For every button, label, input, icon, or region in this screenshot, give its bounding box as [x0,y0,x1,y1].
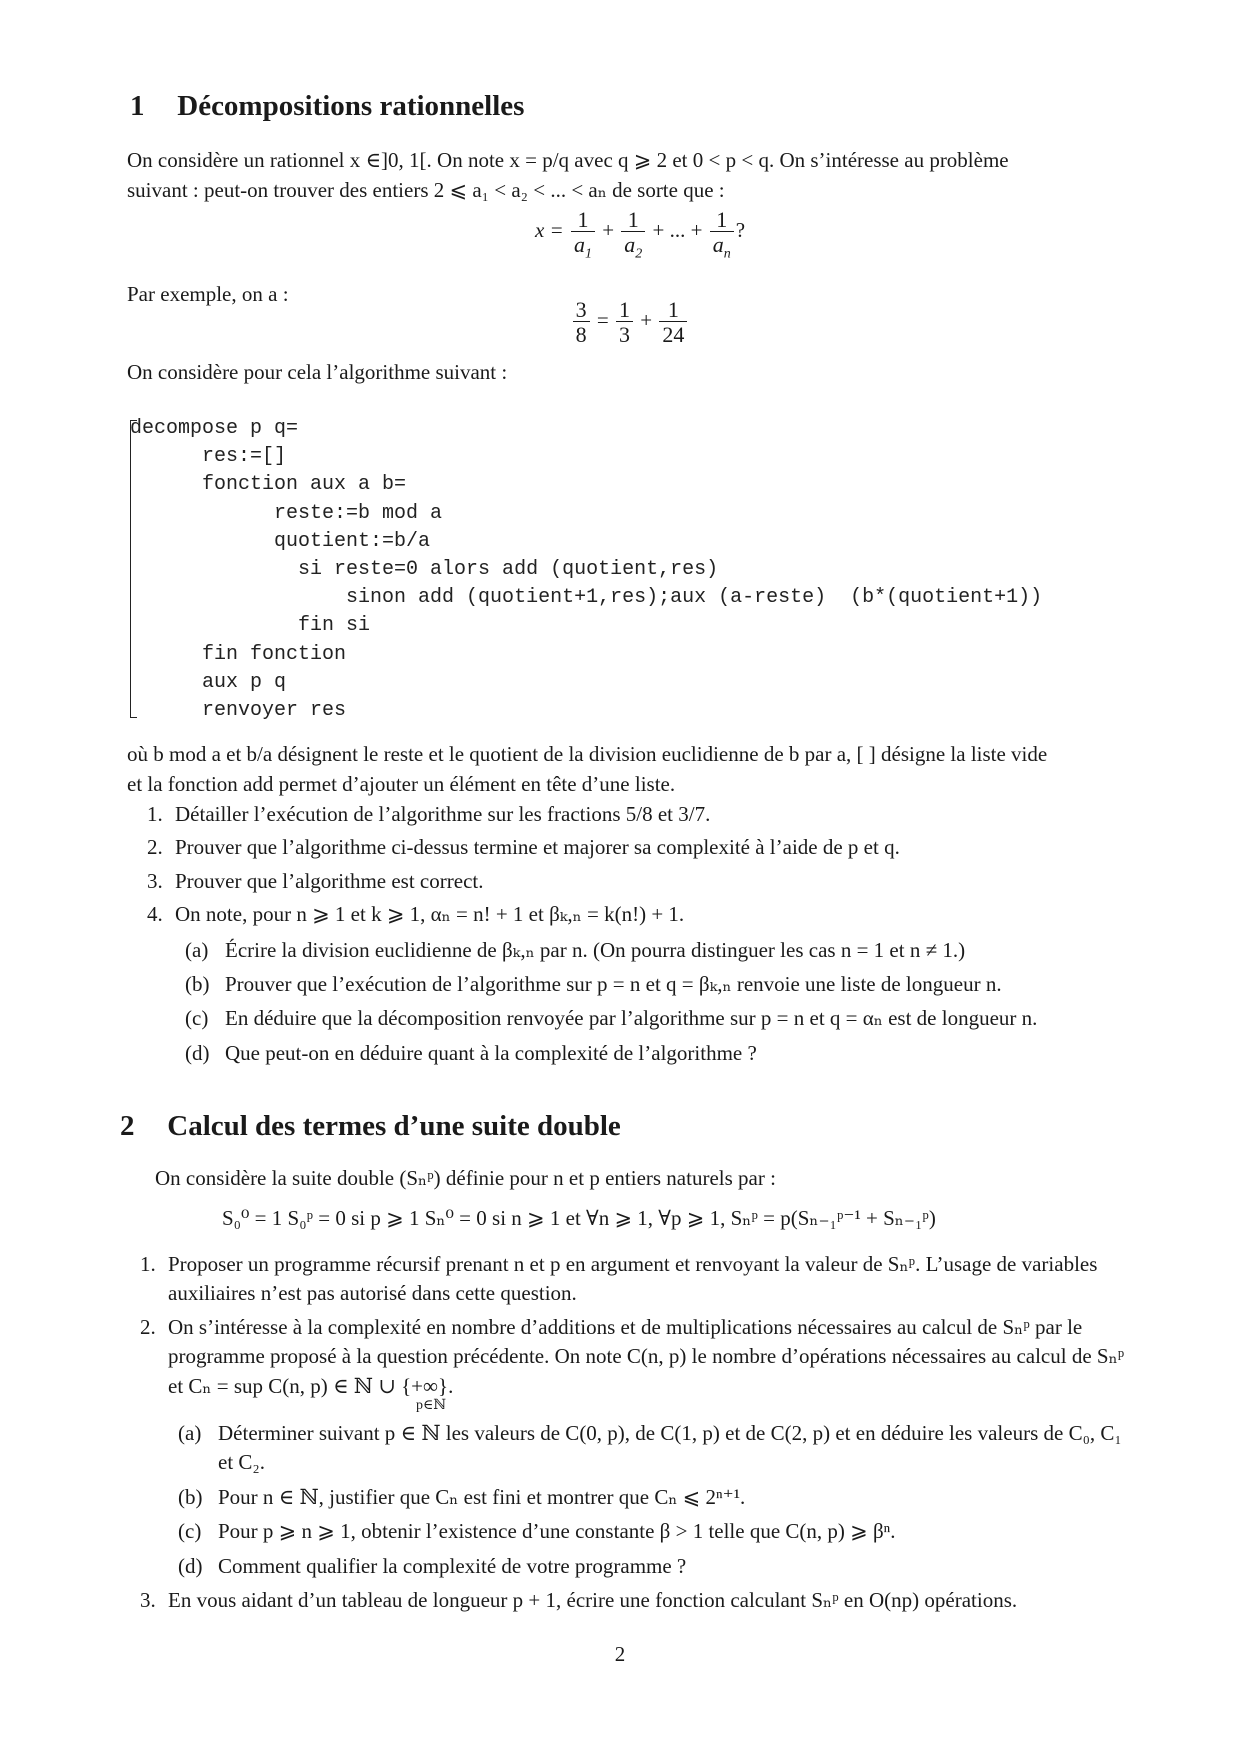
section-2-intro: On considère la suite double (Sₙᵖ) définie pour n et p entiers naturels par : [155,1166,776,1190]
intro-line-1: On considère un rationnel x ∈]0, 1[. On note x = p/q avec q ⩾ 2 et 0 < p < q. On s’intéresse au problème [127,148,1009,172]
example-label: Par exemple, on a : [127,282,289,306]
question-3: 3. Prouver que l’algorithme est correct. [147,868,484,893]
question-4: 4. On note, pour n ⩾ 1 et k ⩾ 1, αₙ = n! + 1 et βₖ,ₙ = k(n!) + 1. (a) Écrire la division euclidienne de βₖ,ₙ par n. (On pourra distinguer les cas n = 1 et n ≠ 1.) (b) Prouver que l’exécution de l’algorithme sur p = n et q = βₖ,ₙ renvoie une liste de longueur n. (c) En déduire que la décomposition renvoyée par l’algorithme sur p = n et q = αₙ est de longueur n. (d) Que peut-on en déduire quant à la complexité de l’algorithme ? [127,900,1127,1068]
code-line: aux p q [130,670,287,694]
formula-lhs: x = [534,217,564,242]
subquestion-4a: (a) Écrire la division euclidienne de βₖ,ₙ par n. (On pourra distinguer les cas n = 1 et n ≠ 1.) [185,937,966,962]
sequence-definition: S₀⁰ = 1 S₀ᵖ = 0 si p ⩾ 1 Sₙ⁰ = 0 si n ⩾ 1 et ∀n ⩾ 1, ∀p ⩾ 1, Sₙᵖ = p(Sₙ₋₁ᵖ⁻¹ + Sₙ₋₁ᵖ) [222,1206,936,1230]
after-code-line-2: et la fonction add permet d’ajouter un élément en tête d’une liste. [127,772,676,796]
code-line: decompose p q= [130,417,299,440]
code-line: quotient:=b/a [130,529,431,553]
subquestion-4d: (d) Que peut-on en déduire quant à la complexité de l’algorithme ? [185,1040,757,1065]
code-line: fonction aux a b= [130,473,407,497]
question-2: 2. Prouver que l’algorithme ci-dessus termine et majorer sa complexité à l’aide de p et q. [147,835,900,860]
code-line: renvoyer res [130,699,347,723]
code-line: reste:=b mod a [130,501,443,525]
code-line: fin si [130,614,371,638]
s2-question-1: 1. Proposer un programme récursif prenant n et p en argument et renvoyant la valeur de Sₙᵖ. L’usage de variables auxiliaires n’est pas autorisé dans cette question. [140,1252,1098,1306]
section-2-questions [120,1250,1130,1619]
code-line: si reste=0 alors add (quotient,res) [130,558,719,582]
egyptian-fraction-formula: x = $\frac{1}{a_1}$ + $\frac{1}{a_2}$ + ... + $\frac{1}{a_n}$ ? [534,207,746,262]
after-code-line-1: où b mod a et b/a désignent le reste et le quotient de la division euclidienne de b par a, [ ] désigne la liste vide [127,742,1048,766]
s2-question-2-subquestions [168,1419,1130,1581]
algo-intro: On considère pour cela l’algorithme suivant : [127,360,508,384]
subquestion-4b: (b) Prouver que l’exécution de l’algorithme sur p = n et q = βₖ,ₙ renvoie une liste de longueur n. [185,971,1002,996]
section-1-questions [127,800,1127,1073]
s2-subquestion-2d: (d) Comment qualifier la complexité de votre programme ? [178,1553,687,1578]
pseudocode-block [130,415,1042,725]
s2-subquestion-2c: (c) Pour p ⩾ n ⩾ 1, obtenir l’existence d’une constante β > 1 telle que C(n, p) ⩾ βⁿ. [178,1519,896,1544]
section-1-number: 1 [130,90,145,122]
formula-question-mark: ? [735,217,746,242]
s2-question-3: 3. En vous aidant d’un tableau de longueur p + 1, écrire une fonction calculant Sₙᵖ en O(np) opérations. [140,1587,1018,1612]
section-2-number: 2 [120,1110,135,1142]
code-line: res:=[] [130,445,287,469]
intro-line-2: suivant : peut-on trouver des entiers 2 ⩽ a₁ < a₂ < ... < aₙ de sorte que : [127,178,725,202]
sup-index: p∈ℕ [416,1397,447,1413]
question-1: 1. Détailler l’exécution de l’algorithme sur les fractions 5/8 et 3/7. [147,802,711,826]
code-line: sinon add (quotient+1,res);aux (a-reste) (b*(quotient+1)) [130,586,1043,610]
example-formula: $\frac{3}{8}$ = $\frac{1}{3}$ + $\frac{1}{24}$ [560,298,700,346]
subquestion-4c: (c) En déduire que la décomposition renvoyée par l’algorithme sur p = n et q = αₙ est de longueur n. [185,1006,1038,1031]
section-2-title: Calcul des termes d’une suite double [167,1110,621,1142]
s2-subquestion-2b: (b) Pour n ∈ ℕ, justifier que Cₙ est fini et montrer que Cₙ ⩽ 2ⁿ⁺¹. [178,1484,746,1509]
s2-question-2: 2. On s’intéresse à la complexité en nombre d’additions et de multiplications nécessaires au calcul de Sₙᵖ par le programme proposé à la question précédente. On note C(n, p) le nombre d’opérations nécessaires au calcul de Sₙᵖ et Cₙ = sup C(n, p) ∈ ℕ ∪ {+∞}. p∈ℕ (a) Déterminer suivant p ∈ ℕ les valeurs de C(0, p), de C(1, p) et de C(2, p) et en déduire les valeurs de C₀, C₁ et C₂. (b) Pour n ∈ ℕ, justifier que Cₙ est fini et montrer que Cₙ ⩽ 2ⁿ⁺¹. (c) Pour p ⩾ n ⩾ 1, obtenir l’existence d’une constante β > 1 telle que C(n, p) ⩾ βⁿ. (d) Comment qualifier la complexité de votre programme ? [120,1313,1130,1581]
s2-subquestion-2a: (a) Déterminer suivant p ∈ ℕ les valeurs de C(0, p), de C(1, p) et de C(2, p) et en déduire les valeurs de C₀, C₁ et C₂. [178,1420,1122,1475]
page-number: 2 [614,1642,626,1666]
question-4-subquestions [175,936,1127,1069]
section-1-title: Décompositions rationnelles [177,90,525,122]
section-1-heading [130,86,524,127]
code-line: fin fonction [130,642,347,666]
section-2-heading [120,1106,621,1147]
